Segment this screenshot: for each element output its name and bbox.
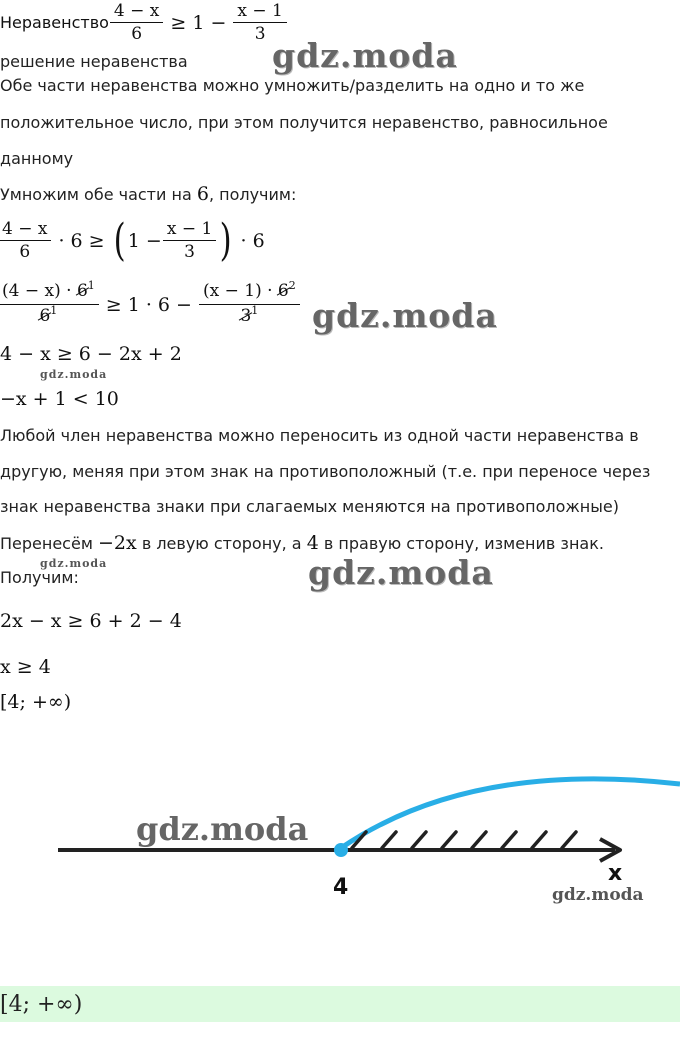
denominator: 6 <box>0 240 51 263</box>
math-number: 4 <box>306 532 319 554</box>
fraction <box>201 280 298 329</box>
paragraph: положительное число, при этом получится неравенство, равносильное <box>0 113 608 132</box>
denominator: 3 <box>233 22 286 45</box>
number-line-graph <box>0 740 680 940</box>
watermark: gdz.moda <box>136 810 309 848</box>
right-paren: ) <box>219 214 232 266</box>
paragraph <box>0 184 296 205</box>
paragraph: Обе части неравенства можно умножить/разделить на одно и то же <box>0 76 585 95</box>
equation-step-1 <box>0 214 271 266</box>
interval-result: [4; +∞) <box>0 691 72 713</box>
paragraph: другую, меняя при этом знак на противоположный (т.е. при переносе через <box>0 462 651 481</box>
left-paren: ( <box>113 214 126 266</box>
equation-step-3: 4 − x ≥ 6 − 2x + 2 <box>0 343 182 365</box>
superscript: 1 <box>50 304 58 317</box>
watermark: gdz.moda <box>40 557 108 570</box>
superscript: 2 <box>288 279 296 292</box>
denominator <box>199 304 300 329</box>
relation: ≥ 1 − <box>170 11 227 34</box>
text-part: Перенесём <box>0 534 93 553</box>
cancelled-factor: 6 <box>39 306 51 326</box>
math-term: (4 − x) · <box>2 281 72 301</box>
operator: · 6 <box>240 229 265 252</box>
fraction <box>112 0 161 45</box>
fraction <box>0 218 49 263</box>
numerator: x − 1 <box>237 1 283 21</box>
boundary-point <box>334 843 348 857</box>
numerator <box>201 280 298 304</box>
axis-label: x <box>608 861 623 886</box>
paragraph <box>0 533 604 554</box>
fraction <box>0 280 97 329</box>
denominator <box>0 304 99 329</box>
superscript: 1 <box>251 304 259 317</box>
paragraph: Получим: <box>0 568 79 587</box>
hatch-marks <box>352 832 576 848</box>
answer-box <box>0 986 680 1022</box>
answer-value: [4; +∞) <box>0 991 83 1017</box>
math-term: −2x <box>97 532 137 554</box>
paragraph: Любой член неравенства можно переносить из одной части неравенства в <box>0 426 639 445</box>
section-heading: решение неравенства <box>0 52 188 71</box>
numerator: 4 − x <box>2 219 48 239</box>
point-label: 4 <box>333 875 349 900</box>
cancelled-factor: 6 <box>277 281 289 301</box>
watermark: gdz.moda <box>308 553 494 592</box>
watermark: gdz.moda <box>40 368 108 381</box>
equation-step-6: x ≥ 4 <box>0 656 51 678</box>
numerator: 4 − x <box>113 1 160 21</box>
text-part: в левую сторону, а <box>141 534 302 553</box>
paragraph: данному <box>0 149 74 168</box>
operator: · 6 ≥ <box>58 229 105 252</box>
watermark: gdz.moda <box>272 36 458 75</box>
equation-step-4: −x + 1 < 10 <box>0 388 119 410</box>
text-part: в правую сторону, изменив знак. <box>323 534 604 553</box>
problem-statement <box>0 0 288 45</box>
watermark: gdz.moda <box>312 296 498 335</box>
problem-prefix: Неравенство <box>0 13 109 32</box>
paragraph: знак неравенства знаки при слагаемых меняются на противоположные) <box>0 497 619 516</box>
superscript: 1 <box>87 279 95 292</box>
equation-step-5: 2x − x ≥ 6 + 2 − 4 <box>0 610 182 632</box>
math-number: 6 <box>196 183 209 205</box>
math-term: 1 − <box>127 229 162 252</box>
numerator <box>0 280 97 304</box>
denominator: 3 <box>163 240 216 263</box>
equation-step-2 <box>0 280 301 329</box>
cancelled-factor: 6 <box>76 281 88 301</box>
math-term: (x − 1) · <box>202 281 273 301</box>
text-part: , получим: <box>208 185 297 204</box>
fraction <box>165 218 214 263</box>
numerator: x − 1 <box>166 219 213 239</box>
text-part: Умножим обе части на <box>0 185 192 204</box>
operator: ≥ 1 · 6 − <box>105 293 192 316</box>
cancelled-factor: 3 <box>240 306 252 326</box>
watermark: gdz.moda <box>552 885 644 905</box>
denominator: 6 <box>110 22 163 45</box>
